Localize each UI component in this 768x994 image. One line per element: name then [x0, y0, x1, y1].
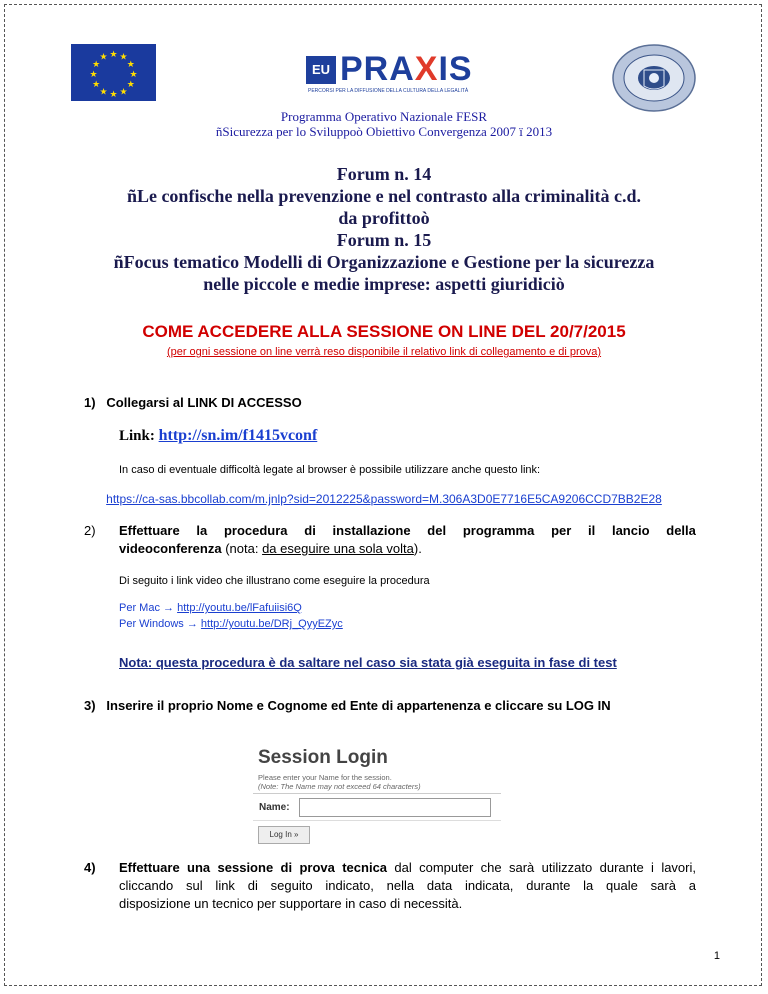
ministero-seal-logo [612, 44, 696, 112]
eu-flag-logo [71, 44, 156, 101]
access-link[interactable]: http://sn.im/f1415vconf [158, 427, 318, 444]
name-label: Name: [259, 802, 290, 813]
programme-title: Programma Operativo Nazionale FESR [280, 109, 488, 124]
step-4-text: 4) Effettuare una sessione di prova tecnica dal computer che sarà utilizzato durante i lavori, cliccando sul link di seguito indicato, nella data indicata, durante la quale sarà a disposizione un tecnico per supportare in caso di necessità. [84, 860, 696, 911]
svg-text:★: ★ [126, 80, 135, 90]
forum-14-topic-line2: da profittoò [338, 208, 430, 228]
svg-text:★: ★ [109, 90, 118, 100]
arrow-right-icon: → [186, 618, 198, 630]
eu-badge: EU [306, 56, 336, 84]
arrow-right-icon: → [163, 602, 175, 614]
forum-15-title: Forum n. 15 [336, 230, 432, 250]
alt-access-link[interactable]: https://ca-sas.bbcollab.com/m.jnlp?sid=2012225&password=M.306A3D0E7716E5CA9206CCD7BB2E28 [106, 492, 662, 506]
session-heading: COME ACCEDERE ALLA SESSIONE ON LINE DEL 20/7/2015 [142, 322, 626, 341]
svg-text:★: ★ [129, 70, 138, 80]
svg-text:★: ★ [109, 50, 118, 60]
double-chevron-right-icon: » [294, 830, 299, 839]
session-login-instructions: Please enter your Name for the session. [258, 773, 392, 782]
login-button[interactable]: Log In » [258, 826, 310, 844]
step-3-text: 3) Inserire il proprio Nome e Cognome ed Ente di appartenenza e cliccare su LOG IN [84, 698, 611, 713]
svg-text:★: ★ [92, 60, 101, 70]
video-intro: Di seguito i link video che illustrano come eseguire la procedura [119, 575, 430, 587]
svg-text:★: ★ [99, 87, 108, 98]
session-login-title: Session Login [258, 747, 388, 768]
forum-14-topic-line1: ñLe confische nella prevenzione e nel contrasto alla criminalità c.d. [126, 186, 642, 206]
forum-14-title: Forum n. 14 [336, 164, 432, 184]
page-number: 1 [713, 950, 720, 962]
forum-titles [50, 163, 718, 295]
forum-15-topic-line2: nelle piccole e medie imprese: aspetti giuridiciò [203, 274, 565, 294]
session-login-divider-2 [253, 820, 501, 821]
programme-subtitle: ñSicurezza per lo Sviluppoò Obiettivo Convergenza 2007 ï 2013 [215, 124, 553, 139]
step-1-text: 1) Collegarsi al LINK DI ACCESSO [84, 395, 302, 410]
session-login-divider [253, 793, 501, 794]
skip-note: Nota: questa procedura è da saltare nel caso sia stata già eseguita in fase di test [119, 655, 617, 670]
windows-video-link[interactable]: http://youtu.be/DRj_QyyEZyc [200, 618, 343, 630]
step-2-text: 2) Effettuare la procedura di installazione del programma per il lancio della videoconferenza (nota: da eseguire una sola volta). [84, 523, 696, 556]
mac-video-link[interactable]: http://youtu.be/lFafuiisi6Q [177, 602, 302, 614]
mac-video-row: Per Mac → http://youtu.be/lFafuiisi6Q [119, 602, 302, 614]
svg-text:★: ★ [126, 60, 135, 70]
praxis-wordmark: PRAXIS [340, 50, 473, 88]
praxis-logo [306, 52, 492, 98]
alt-link-row [0, 490, 768, 508]
svg-text:★: ★ [119, 52, 128, 63]
name-input[interactable] [299, 798, 491, 817]
alt-link-note: In caso di eventuale difficoltà legate al browser è possibile utilizzare anche questo link: [119, 464, 541, 476]
svg-text:★: ★ [89, 70, 98, 80]
forum-15-topic-line1: ñFocus tematico Modelli di Organizzazione e Gestione per la sicurezza [113, 252, 655, 272]
svg-text:★: ★ [92, 80, 101, 90]
svg-text:★: ★ [99, 52, 108, 63]
session-login-panel [253, 747, 503, 847]
windows-video-row: Per Windows → http://youtu.be/DRj_QyyEZyc [119, 618, 343, 630]
svg-text:★: ★ [119, 87, 128, 98]
praxis-tagline: PERCORSI PER LA DIFFUSIONE DELLA CULTURA DELLA LEGALITÀ [308, 88, 469, 94]
access-link-row: Link: http://sn.im/f1415vconf [119, 427, 318, 444]
session-login-note: (Note: The Name may not exceed 64 characters) [258, 782, 421, 791]
session-subheading: (per ogni sessione on line verrà reso disponibile il relativo link di collegamento e di prova) [166, 346, 602, 358]
